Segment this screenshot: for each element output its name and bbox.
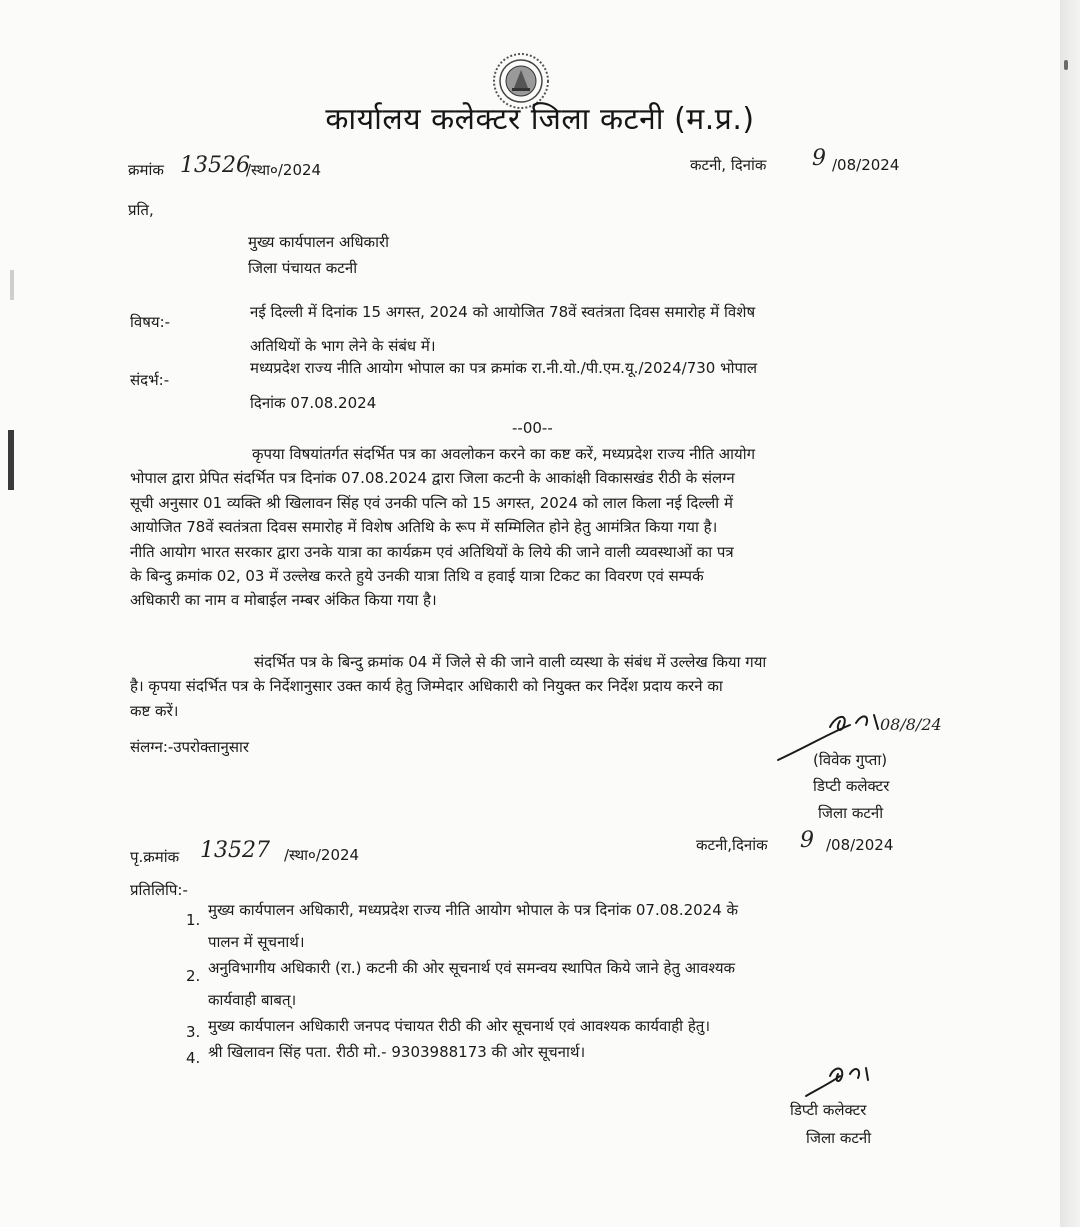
enclosure-note: संलग्न:-उपरोक्तानुसार (130, 738, 250, 756)
ref-number: 13526 (180, 153, 250, 178)
place-date-prefix: कटनी, दिनांक (690, 156, 767, 174)
copy-item-line: अनुविभागीय अधिकारी (रा.) कटनी की ओर सूचनार्थ एवं समन्वय स्थापित किये जाने हेतु आवश्यक (208, 959, 736, 977)
ref-prefix: क्रमांक (128, 161, 164, 179)
copy-date-day: 9 (800, 828, 814, 853)
addressee-line-1: मुख्य कार्यपालन अधिकारी (248, 233, 389, 251)
body-line: कष्ट करें। (130, 701, 179, 720)
copy-signature-mark (800, 1062, 890, 1102)
signatory-district: जिला कटनी (818, 804, 884, 822)
copy-item-number: 4. (186, 1049, 201, 1067)
body-line: सूची अनुसार 01 व्यक्ति श्री खिलावन सिंह एवं उनकी पत्नि को 15 अगस्त, 2024 को लाल किला नई दिल्ली में (130, 493, 733, 512)
copy-item-number: 1. (186, 911, 201, 929)
copy-date-suffix: /08/2024 (826, 836, 894, 854)
edge-mark (1064, 60, 1068, 70)
copy-item-line: कार्यवाही बाबत्। (208, 991, 297, 1009)
copy-item-line: श्री खिलावन सिंह पता. रीठी मो.- 9303988173 की ओर सूचनार्थ। (208, 1043, 586, 1061)
body-line: के बिन्दु क्रमांक 02, 03 में उल्लेख करते हुये उनकी यात्रा तिथि व हवाई यात्रा टिकट का विवरण एवं सम्पर्क (130, 567, 704, 586)
date-suffix: /08/2024 (832, 156, 900, 174)
body-line: नीति आयोग भारत सरकार द्वारा उनके यात्रा का कार्यक्रम एवं अतिथियों के लिये की जाने वाली व्यवस्थाओं का पत्र (130, 542, 734, 561)
body-line: है। कृपया संदर्भित पत्र के निर्देशानुसार उक्त कार्य हेतु जिम्मेदार अधिकारी को नियुक्त कर निर्देश प्रदाय करने का (130, 677, 723, 696)
copy-item-line: पालन में सूचनार्थ। (208, 933, 305, 951)
page-edge-strip (1060, 0, 1080, 1227)
copy-ref-number: 13527 (200, 838, 270, 863)
to-label: प्रति, (128, 201, 154, 219)
reference-line-2: दिनांक 07.08.2024 (250, 394, 377, 412)
body-line: कृपया विषयांतर्गत संदर्भित पत्र का अवलोकन करने का कष्ट करें, मध्यप्रदेश राज्य नीति आयोग (252, 445, 756, 463)
subject-label: विषय:- (130, 313, 171, 331)
copy-signatory-designation: डिप्टी कलेक्टर (790, 1101, 867, 1119)
subject-line-1: नई दिल्ली में दिनांक 15 अगस्त, 2024 को आयोजित 78वें स्वतंत्रता दिवस समारोह में विशेष (250, 303, 756, 321)
body-line: भोपाल द्वारा प्रेपित संदर्भित पत्र दिनांक 07.08.2024 द्वारा जिला कटनी के आकांक्षी विकासखंड रीठी के संलग्न (130, 469, 735, 488)
copy-item-line: मुख्य कार्यपालन अधिकारी, मध्यप्रदेश राज्य नीति आयोग भोपाल के पत्र दिनांक 07.08.2024 के (208, 901, 739, 919)
office-title: कार्यालय कलेक्टर जिला कटनी (म.प्र.) (325, 102, 755, 137)
date-day: 9 (812, 146, 826, 171)
ref-suffix: /स्था०/2024 (246, 161, 322, 179)
subject-line-2: अतिथियों के भाग लेने के संबंध में। (250, 337, 436, 355)
edge-mark-left (10, 270, 14, 300)
addressee-line-2: जिला पंचायत कटनी (248, 259, 358, 277)
body-line: संदर्भित पत्र के बिन्दु क्रमांक 04 में जिले से की जाने वाली व्यस्था के संबंध में उल्लेख किया गया (254, 653, 767, 671)
edge-mark-left (8, 430, 14, 490)
copy-ref-prefix: पृ.क्रमांक (130, 848, 180, 866)
copy-item-line: मुख्य कार्यपालन अधिकारी जनपद पंचायत रीठी की ओर सूचनार्थ एवं आवश्यक कार्यवाही हेतु। (208, 1017, 711, 1035)
copy-place-date-prefix: कटनी,दिनांक (696, 836, 768, 854)
reference-label: संदर्भ:- (130, 371, 170, 389)
copy-signatory-district: जिला कटनी (806, 1129, 872, 1147)
signatory-designation: डिप्टी कलेक्टर (813, 777, 890, 795)
body-paragraph-1 (130, 442, 940, 613)
copy-label: प्रतिलिपि:- (130, 881, 188, 899)
copy-item-number: 3. (186, 1023, 201, 1041)
copy-ref-suffix: /स्था०/2024 (284, 846, 360, 864)
body-line: आयोजित 78वें स्वतंत्रता दिवस समारोह में विशेष अतिथि के रूप में सम्मिलित होने हेतु आमंत्रित किया गया है। (130, 518, 718, 537)
signature-date: 08/8/24 (880, 715, 942, 734)
signatory-name: (विवेक गुप्ता) (813, 751, 888, 769)
reference-line-1: मध्यप्रदेश राज्य नीति आयोग भोपाल का पत्र क्रमांक रा.नी.यो./पी.एम.यू./2024/730 भोपाल (250, 359, 758, 377)
separator: --00-- (512, 419, 553, 437)
body-line: अधिकारी का नाम व मोबाईल नम्बर अंकित किया गया है। (130, 591, 437, 610)
copy-item-number: 2. (186, 967, 201, 985)
